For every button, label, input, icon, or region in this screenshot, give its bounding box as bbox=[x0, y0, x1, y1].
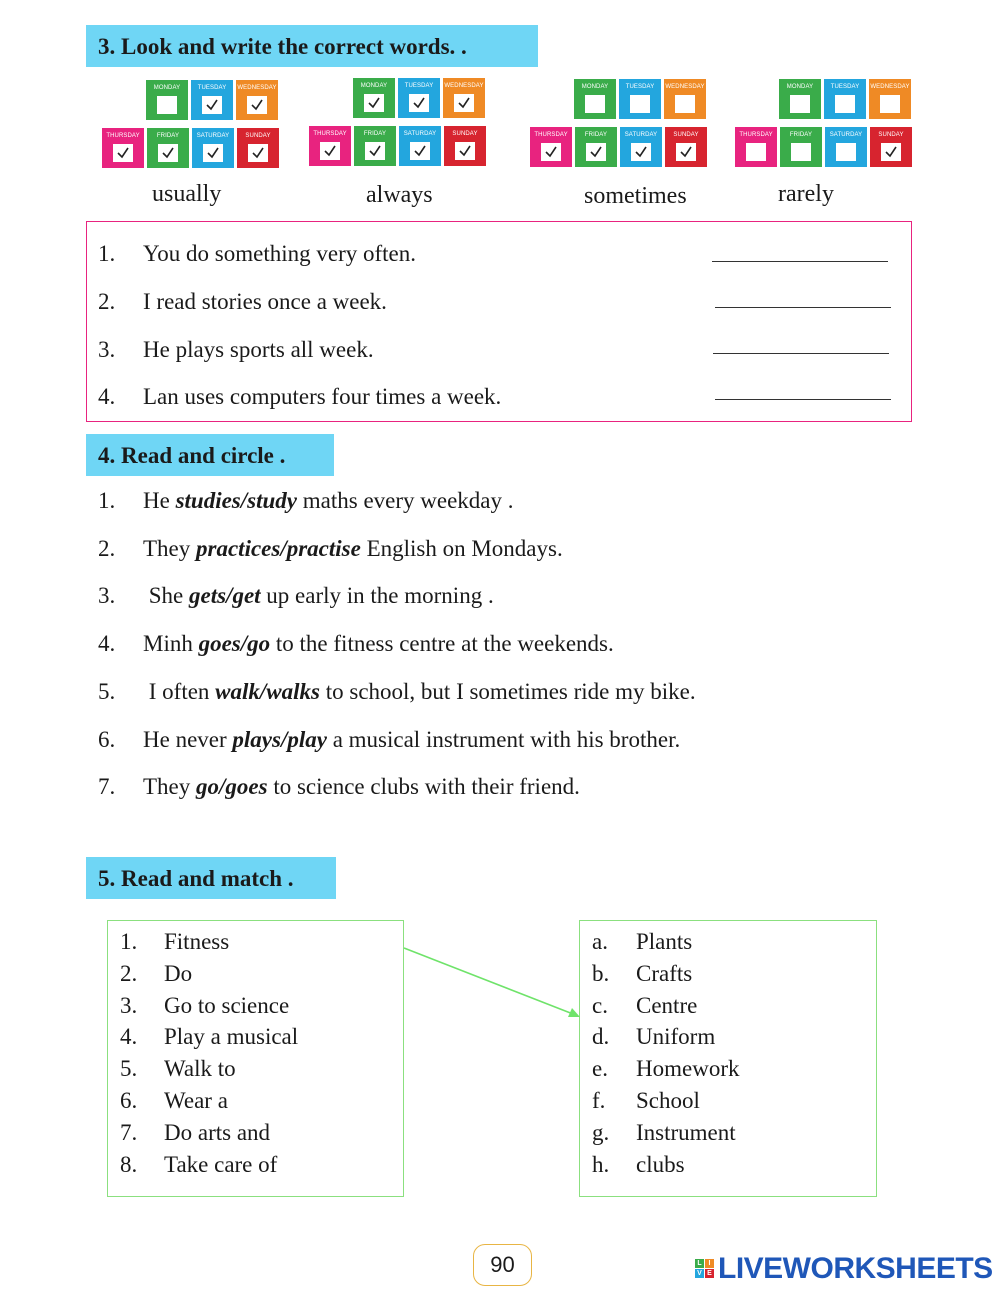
day-name: TUESDAY bbox=[625, 84, 655, 90]
page-number-badge bbox=[473, 1244, 532, 1286]
match-item-number: b. bbox=[592, 960, 610, 986]
word-choice[interactable]: walk/walks bbox=[215, 679, 320, 704]
day-name: THURSDAY bbox=[534, 132, 568, 138]
item-text: to science clubs with their friend. bbox=[267, 774, 580, 799]
day-name: SATURDAY bbox=[624, 132, 658, 138]
item-text: He never bbox=[143, 727, 233, 752]
section-3-title: 3. Look and write the correct words. . bbox=[86, 25, 538, 67]
frequency-word: rarely bbox=[778, 181, 834, 207]
day-name: SUNDAY bbox=[245, 133, 271, 139]
day-name: SATURDAY bbox=[196, 133, 230, 139]
match-item-text: Crafts bbox=[636, 960, 693, 986]
item-text: a musical instrument with his brother. bbox=[326, 727, 681, 752]
question-number: 2. bbox=[98, 289, 116, 314]
day-name: FRIDAY bbox=[156, 133, 180, 139]
match-item-text: Take care of bbox=[164, 1151, 278, 1177]
item-text: English on Mondays. bbox=[360, 536, 563, 561]
day-name: THURSDAY bbox=[106, 133, 140, 139]
brand-logo-icon: L I V E bbox=[695, 1259, 715, 1279]
frequency-word: usually bbox=[152, 181, 222, 207]
match-item-text: Wear a bbox=[164, 1088, 228, 1113]
match-item-number: 8. bbox=[120, 1151, 138, 1177]
day-name: MONDAY bbox=[153, 85, 181, 91]
day-name: THURSDAY bbox=[313, 131, 347, 137]
day-name: WEDNESDAY bbox=[665, 84, 705, 90]
question-text: You do something very often. bbox=[143, 241, 417, 266]
frequency-word: sometimes bbox=[584, 183, 687, 209]
match-item-text: Homework bbox=[636, 1056, 740, 1082]
question-text: Lan uses computers four times a week. bbox=[143, 384, 502, 409]
day-name: TUESDAY bbox=[197, 85, 227, 91]
word-choice[interactable]: plays/play bbox=[232, 727, 327, 752]
word-choice[interactable]: studies/study bbox=[175, 488, 297, 513]
day-name: FRIDAY bbox=[584, 132, 608, 138]
question-text: He plays sports all week. bbox=[143, 337, 374, 362]
match-item-number: 6. bbox=[120, 1088, 138, 1113]
word-choice[interactable]: goes/go bbox=[198, 631, 271, 656]
day-name: WEDNESDAY bbox=[870, 84, 910, 90]
match-item-number: 3. bbox=[120, 992, 138, 1018]
section-5-title: 5. Read and match . bbox=[86, 857, 336, 899]
match-item-number: h. bbox=[592, 1151, 610, 1177]
day-name: SUNDAY bbox=[673, 132, 699, 138]
question-number: 3. bbox=[98, 337, 116, 362]
item-text: to the fitness centre at the weekends. bbox=[270, 631, 614, 656]
page-number: 90 bbox=[490, 1252, 515, 1277]
match-item-text: Plants bbox=[636, 929, 693, 954]
match-item-text: Uniform bbox=[636, 1024, 716, 1050]
match-item-number: f. bbox=[592, 1088, 606, 1113]
match-item-text: Do bbox=[164, 960, 193, 986]
word-choice[interactable]: practices/practise bbox=[196, 536, 361, 561]
item-text: up early in the morning . bbox=[260, 583, 494, 608]
item-number: 5. bbox=[98, 679, 116, 704]
day-name: WEDNESDAY bbox=[237, 85, 277, 91]
day-name: TUESDAY bbox=[404, 83, 434, 89]
question-number: 1. bbox=[98, 241, 116, 266]
item-number: 3. bbox=[98, 583, 116, 608]
frequency-word: always bbox=[366, 182, 433, 208]
match-item-number: d. bbox=[592, 1024, 610, 1050]
day-name: FRIDAY bbox=[363, 131, 387, 137]
match-item-text: clubs bbox=[636, 1151, 685, 1177]
match-item-text: Go to science bbox=[164, 992, 290, 1018]
match-item-text: Centre bbox=[636, 992, 698, 1018]
match-item-number: 7. bbox=[120, 1119, 138, 1145]
brand-name: LIVEWORKSHEETS bbox=[718, 1252, 993, 1285]
item-number: 1. bbox=[98, 488, 116, 513]
item-text: They bbox=[143, 774, 197, 799]
match-item-text: School bbox=[636, 1088, 700, 1113]
item-text: He bbox=[143, 488, 176, 513]
question-number: 4. bbox=[98, 384, 116, 409]
item-number: 4. bbox=[98, 631, 116, 656]
item-number: 7. bbox=[98, 774, 116, 799]
item-number: 2. bbox=[98, 536, 116, 561]
match-item-text: Fitness bbox=[164, 929, 230, 954]
match-item-text: Walk to bbox=[164, 1056, 236, 1082]
item-text: maths every weekday . bbox=[297, 488, 514, 513]
day-name: WEDNESDAY bbox=[444, 83, 484, 89]
day-name: MONDAY bbox=[786, 84, 814, 90]
day-name: TUESDAY bbox=[830, 84, 860, 90]
day-name: SUNDAY bbox=[452, 131, 478, 137]
match-item-text: Instrument bbox=[636, 1119, 736, 1145]
question-text: I read stories once a week. bbox=[143, 289, 387, 314]
day-name: SATURDAY bbox=[829, 132, 863, 138]
item-text: to school, but I sometimes ride my bike. bbox=[319, 679, 696, 704]
day-name: SUNDAY bbox=[878, 132, 904, 138]
match-item-number: 5. bbox=[120, 1056, 138, 1082]
match-item-text: Play a musical bbox=[164, 1024, 299, 1050]
item-text: She bbox=[143, 583, 189, 608]
match-item-number: 4. bbox=[120, 1024, 138, 1050]
match-item-number: c. bbox=[592, 992, 608, 1018]
item-text: I often bbox=[143, 679, 216, 704]
match-item-number: 1. bbox=[120, 929, 138, 954]
day-name: MONDAY bbox=[581, 84, 609, 90]
day-name: THURSDAY bbox=[739, 132, 773, 138]
day-name: SATURDAY bbox=[403, 131, 437, 137]
word-choice[interactable]: go/goes bbox=[196, 774, 268, 799]
item-text: They bbox=[143, 536, 197, 561]
item-number: 6. bbox=[98, 727, 116, 752]
match-item-number: g. bbox=[592, 1119, 610, 1145]
section-4-title: 4. Read and circle . bbox=[86, 434, 334, 476]
match-item-number: 2. bbox=[120, 960, 138, 986]
item-text: Minh bbox=[143, 631, 199, 656]
match-item-text: Do arts and bbox=[164, 1119, 271, 1145]
match-item-number: a. bbox=[592, 929, 608, 954]
match-item-number: e. bbox=[592, 1056, 608, 1082]
day-name: MONDAY bbox=[360, 83, 388, 89]
day-name: FRIDAY bbox=[789, 132, 813, 138]
word-choice[interactable]: gets/get bbox=[189, 583, 261, 608]
